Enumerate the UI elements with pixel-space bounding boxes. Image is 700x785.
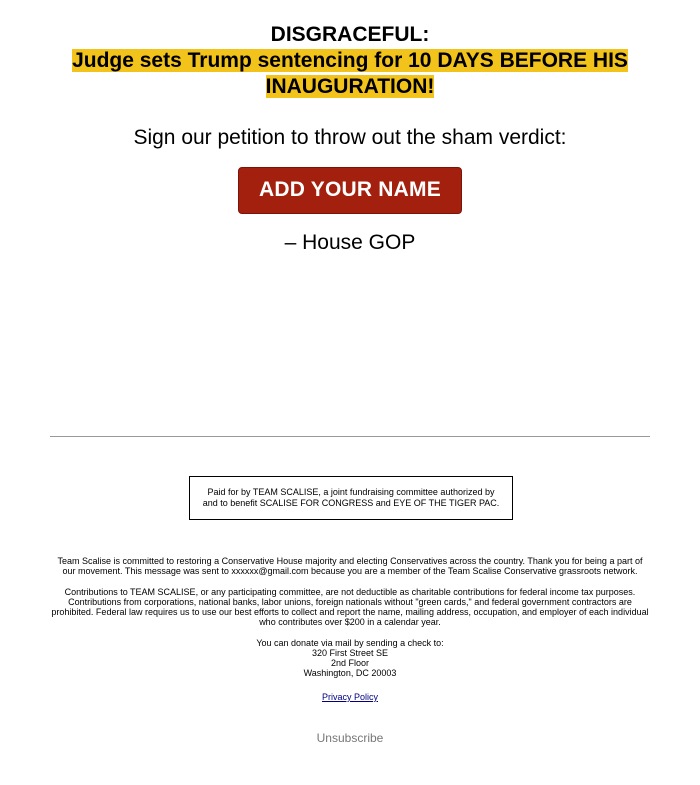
cta-wrapper (50, 167, 650, 214)
mail-address-block (50, 638, 650, 678)
address-line-1: 320 First Street SE (311, 648, 389, 658)
headline-highlight-block (50, 48, 650, 100)
headline (50, 0, 650, 100)
privacy-wrapper (50, 692, 650, 702)
address-line-3: Washington, DC 20003 (303, 668, 397, 678)
address-line-2: 2nd Floor (330, 658, 370, 668)
footer-mission: Team Scalise is committed to restoring a Conservative House majority and electing Conservatives across the country. Thank you for being a part of our movement. This message was sent to xxxxxx@gmail.com because you are a member of the Team Scalise Conservative grassroots network. (57, 556, 643, 576)
email-body (50, 0, 650, 256)
headline-line1: DISGRACEFUL: (270, 23, 430, 46)
privacy-policy-link[interactable]: Privacy Policy (321, 692, 378, 702)
paid-for-disclaimer: Paid for by TEAM SCALISE, a joint fundraising committee authorized by and to benefit SCALISE FOR CONGRESS and EYE OF THE TIGER PAC. (189, 476, 513, 520)
mail-intro: You can donate via mail by sending a check to: (256, 638, 444, 648)
add-your-name-button[interactable]: ADD YOUR NAME (238, 167, 462, 214)
petition-text: Sign our petition to throw out the sham verdict: (133, 126, 567, 149)
footer (50, 556, 650, 702)
footer-disclaimer: Contributions to TEAM SCALISE, or any participating committee, are not deductible as charitable contributions for federal income tax purposes. Contributions from corporations, national banks, labor unions, foreign nationals without "green cards," and federal government contractors are prohibited. Federal law requires us to use our best efforts to collect and report the name, mailing address, occupation, and employer of each individual who contributes over $200 in a calendar year. (51, 587, 649, 627)
divider (50, 436, 650, 437)
signature: – House GOP (284, 231, 416, 254)
headline-highlight: Judge sets Trump sentencing for 10 DAYS BEFORE HIS INAUGURATION! (72, 49, 628, 98)
unsubscribe-link[interactable]: Unsubscribe (316, 731, 384, 745)
